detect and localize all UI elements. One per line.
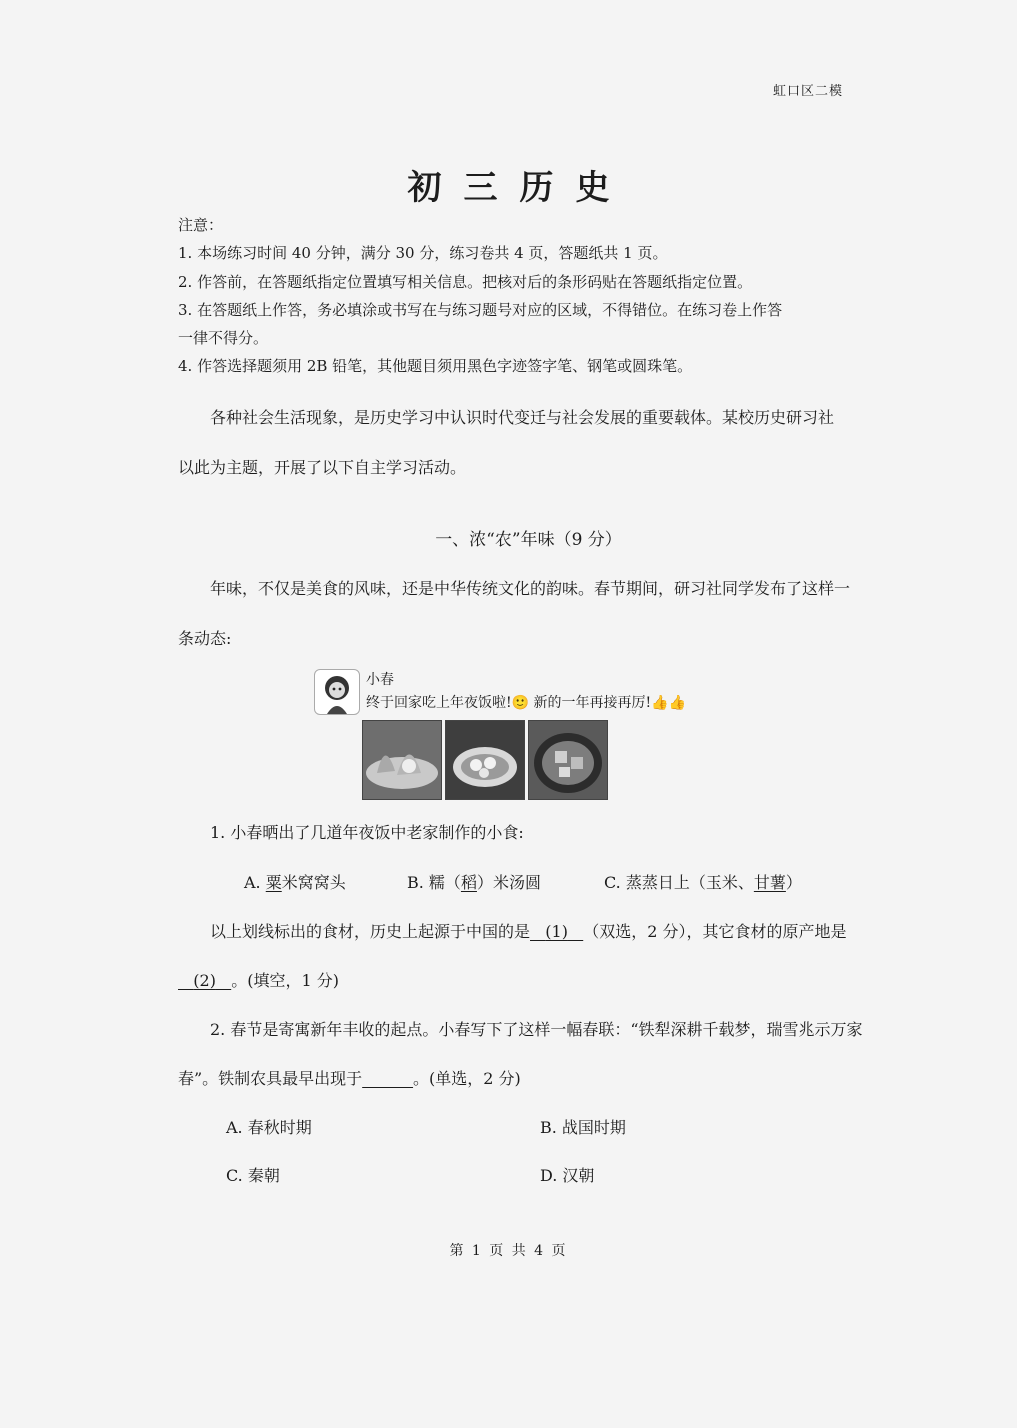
- answer-blank-3[interactable]: [362, 1069, 413, 1088]
- option-prefix: A.: [244, 873, 266, 892]
- blank-label: (2): [193, 971, 216, 990]
- post-author: 小春: [366, 672, 394, 688]
- q2-option-b: B. 战国时期: [540, 1118, 626, 1137]
- answer-blank-1[interactable]: [530, 922, 583, 941]
- answer-blank-2[interactable]: [178, 971, 231, 990]
- q2-text: 春”。铁制农具最早出现于: [178, 1069, 363, 1088]
- page-number: 第 1 页 共 4 页: [449, 1243, 568, 1259]
- notice-item: 4. 作答选择题须用 2B 铅笔，其他题目须用黑色字迹签字笔、钢笔或圆珠笔。: [178, 357, 693, 375]
- district-label: 虹口区二模: [773, 84, 844, 99]
- page-title: 初三历史: [407, 168, 632, 208]
- option-prefix: C. 蒸蒸日上（玉米、: [604, 873, 754, 892]
- q1-text: （双选，2 分），其它食材的原产地是: [583, 922, 847, 941]
- section-title: 一、浓“农”年味（9 分）: [435, 530, 622, 550]
- q2-option-d: D. 汉朝: [540, 1166, 595, 1185]
- q1-text: 。(填空，1 分): [231, 971, 339, 990]
- notice-item: 一律不得分。: [178, 329, 269, 347]
- intro-line: 以此为主题，开展了以下自主学习活动。: [178, 458, 467, 477]
- intro-line: 各种社会生活现象，是历史学习中认识时代变迁与社会发展的重要载体。某校历史研习社: [210, 408, 835, 427]
- q2-option-a: A. 春秋时期: [226, 1118, 312, 1137]
- post-text: 终于回家吃上年夜饭啦!🙂 新的一年再接再厉!👍👍: [366, 695, 686, 711]
- question-2-stem: 2. 春节是寄寓新年丰收的起点。小春写下了这样一幅春联：“铁犁深耕千载梦，瑞雪兆示万家: [210, 1020, 863, 1039]
- q1-option-b: [407, 870, 541, 893]
- notice-item: 1. 本场练习时间 40 分钟，满分 30 分，练习卷共 4 页，答题纸共 1 页。: [178, 244, 668, 262]
- notice-item: 3. 在答题纸上作答，务必填涂或书写在与练习题号对应的区域，不得错位。在练习卷上作答: [178, 301, 783, 319]
- food-photo-tangyuan: [445, 720, 525, 800]
- q2-option-c: C. 秦朝: [226, 1166, 280, 1185]
- underlined-food: 稻: [460, 873, 477, 892]
- food-photo-steamed: [528, 720, 608, 800]
- food-photo-wowotou: [362, 720, 442, 800]
- question-1-line: [210, 919, 847, 942]
- option-prefix: B. 糯（: [407, 873, 461, 892]
- question-1-line: [178, 968, 339, 991]
- underlined-food: 粟: [265, 873, 282, 892]
- section-paragraph: 年味，不仅是美食的风味，还是中华传统文化的韵味。春节期间，研习社同学发布了这样一: [210, 579, 851, 598]
- avatar: [314, 669, 360, 715]
- option-text: ）米汤圆: [476, 873, 541, 892]
- notice-label: 注意：: [178, 216, 224, 234]
- option-text: 米窝窝头: [281, 873, 346, 892]
- q1-option-c: [604, 870, 802, 893]
- option-text: ）: [785, 873, 802, 892]
- q2-text: 。(单选，2 分): [413, 1069, 521, 1088]
- underlined-food: 甘薯: [753, 873, 786, 892]
- notice-item: 2. 作答前，在答题纸指定位置填写相关信息。把核对后的条形码贴在答题纸指定位置。: [178, 273, 753, 291]
- question-1-stem: 1. 小春晒出了几道年夜饭中老家制作的小食:: [210, 823, 524, 842]
- q1-option-a: [244, 870, 346, 893]
- blank-label: (1): [545, 922, 568, 941]
- section-paragraph: 条动态:: [178, 629, 232, 648]
- q1-text: 以上划线标出的食材，历史上起源于中国的是: [210, 922, 531, 941]
- question-2-line: [178, 1066, 521, 1089]
